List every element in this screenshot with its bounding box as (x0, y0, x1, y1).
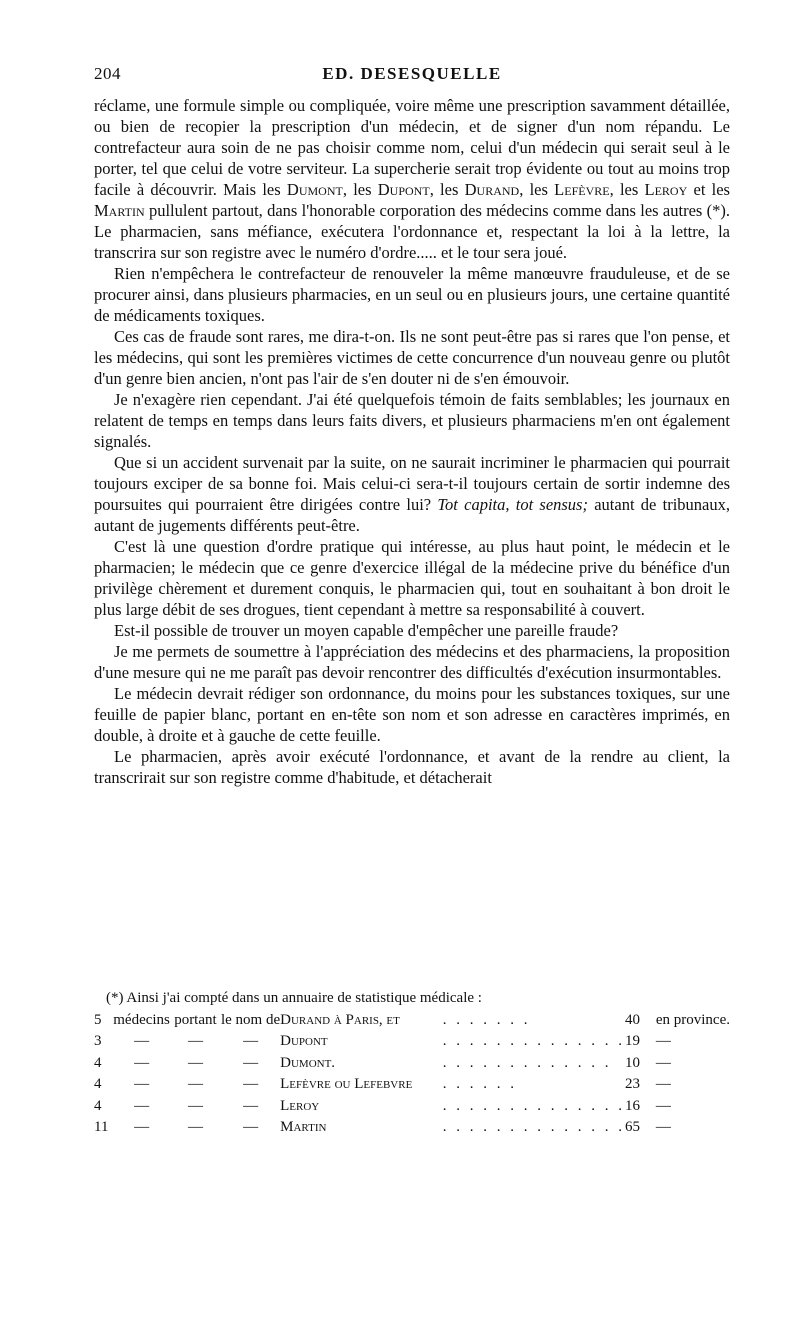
count-cell: 4 (94, 1097, 102, 1114)
count-cell: 4 (94, 1076, 102, 1092)
footnote (94, 988, 730, 1139)
province-count-cell: 23 (624, 1076, 640, 1092)
text-run: C'est là une question d'ordre pratique qui intéresse, au plus haut point, le médecin et le pharmacien; le médecin que ce genre d'exercice illégal de la médecine prive du bénéfice d'un privilège chèrement et durement conquis, le pharmacien qui, tout en souhaitant à bon droit le plus large débit de ses drogues, tient cependant à mettre sa responsabilité à couvert. (94, 537, 730, 619)
trailing-cell: en province. (655, 1011, 730, 1028)
page-header (94, 64, 730, 86)
dash-cell: — (134, 1054, 150, 1071)
footnote-row (94, 1096, 730, 1118)
text-run: Le pharmacien, après avoir exécuté l'ordonnance, et avant de la rendre au client, la transcrirait sur son registre comme d'habitude, et détacherait (94, 747, 730, 787)
running-title: ED. DESESQUELLE (322, 64, 502, 83)
dash-cell: — (187, 1054, 203, 1071)
trailing-cell: — (655, 1076, 671, 1092)
dash-cell: médecins (113, 1011, 170, 1028)
dash-cell: — (134, 1097, 150, 1114)
footnote-row (94, 1117, 730, 1139)
text-run: Je me permets de soumettre à l'appréciation des médecins et des pharmaciens, la proposition d'une mesure qui ne me paraît pas devoir rencontrer des difficultés d'exécution insurmontables. (94, 642, 730, 682)
footnote-row (94, 1031, 730, 1053)
body-paragraph (94, 389, 730, 452)
footnote-table (94, 1010, 730, 1139)
surname-small-caps: Leroy (644, 180, 688, 199)
leader-dots: . . . . . . . (442, 1011, 531, 1028)
surname-small-caps: Dupont (377, 180, 430, 199)
surname-cell: Martin (280, 1119, 327, 1135)
text-run: autant de tribunaux, autant de jugements différents peut-être. (94, 495, 730, 535)
surname-cell: Dupont (280, 1033, 328, 1049)
dash-cell: — (243, 1119, 259, 1135)
text-run: Que si un accident survenait par la suite, on ne saurait incriminer le pharmacien qui pourrait toujours exciper de sa bonne foi. Mais celui-ci sera-t-il toujours certain de sortir indemne des poursuites qui pourraient être dirigées contre lui? (94, 453, 730, 514)
surname-cell: Dumont. (280, 1054, 336, 1071)
text-run: Rien n'empêchera le contrefacteur de renouveler la même manœuvre frauduleuse, et de se procurer ainsi, dans plusieurs pharmacies, en un seul ou en plusieurs jours, une certaine quantité de médicaments toxiques. (94, 264, 730, 325)
text-run: , les (609, 180, 645, 199)
dash-cell: le nom de (220, 1011, 281, 1028)
count-cell: 5 (94, 1011, 102, 1028)
text-run: , les (342, 180, 378, 199)
dash-cell: — (243, 1097, 259, 1114)
dash-cell: — (243, 1054, 259, 1071)
footnote-row (94, 1010, 730, 1032)
surname-small-caps: Dumont (286, 180, 343, 199)
dash-cell: portant (174, 1011, 217, 1028)
text-run: pullulent partout, dans l'honorable corporation des médecins comme dans les autres (*). Le pharmacien, sans méfiance, exécutera l'ordonnance et, respectant la loi à la lettre, la transcrira sur son registre avec le numéro d'ordre..... et le tour sera joué. (94, 201, 730, 262)
body-paragraph (94, 95, 730, 263)
count-cell: 3 (94, 1033, 102, 1049)
text-run: , les (429, 180, 465, 199)
footnote-intro: (*) Ainsi j'ai compté dans un annuaire de statistique médicale : (106, 990, 482, 1006)
trailing-cell: — (655, 1054, 671, 1071)
leader-dots: . . . . . . (442, 1076, 517, 1092)
body-paragraph (94, 452, 730, 536)
body-paragraph (94, 326, 730, 389)
text-run: , les (519, 180, 555, 199)
body-paragraph (94, 536, 730, 620)
body-paragraph (94, 683, 730, 746)
dash-cell: — (243, 1033, 259, 1049)
province-count-cell: 16 (624, 1097, 640, 1114)
text-run: et les (687, 180, 730, 199)
surname-cell: Durand à Paris, et (280, 1011, 400, 1028)
body-paragraph (94, 263, 730, 326)
text-run: Je n'exagère rien cependant. J'ai été quelquefois témoin de faits semblables; les journaux en relatent de temps en temps dans leurs faits divers, et plusieurs pharmaciens m'en ont également signalés. (94, 390, 730, 451)
dash-cell: — (134, 1076, 150, 1092)
surname-small-caps: Martin (94, 201, 145, 220)
surname-small-caps: Lefèvre (554, 180, 610, 199)
leader-dots: . . . . . . . . . . . . . . (442, 1119, 625, 1135)
page-number: 204 (94, 64, 121, 83)
surname-small-caps: Durand (464, 180, 520, 199)
leader-dots: . . . . . . . . . . . . . . (442, 1097, 625, 1114)
dash-cell: — (243, 1076, 259, 1092)
body-paragraph (94, 620, 730, 641)
surname-cell: Leroy (280, 1097, 320, 1114)
dash-cell: — (187, 1097, 203, 1114)
province-count-cell: 19 (624, 1033, 640, 1049)
province-count-cell: 10 (624, 1054, 640, 1071)
dash-cell: — (134, 1119, 150, 1135)
count-cell: 4 (94, 1054, 102, 1071)
dash-cell: — (187, 1076, 203, 1092)
footnote-row (94, 1074, 730, 1096)
count-cell: 11 (94, 1119, 109, 1135)
italic-phrase: Tot capita, tot sensus; (437, 495, 588, 514)
dash-cell: — (134, 1033, 150, 1049)
dash-cell: — (187, 1119, 203, 1135)
text-run: réclame, une formule simple ou compliquée, voire même une prescription savamment détaillée, ou bien de recopier la prescription d'un médecin, et de signer d'un nom répandu. Le contrefacteur aura soin de ne pas choisir comme nom, celui d'un médecin qui serait seul à le porter, tel que celui de votre serviteur. La supercherie serait trop évidente ou tout au moins trop facile à découvrir. Mais les (94, 96, 730, 199)
footnote-row (94, 1053, 730, 1075)
text-run: Est-il possible de trouver un moyen capable d'empêcher une pareille fraude? (114, 621, 619, 640)
body-paragraph (94, 746, 730, 788)
body-text (94, 95, 730, 788)
province-count-cell: 40 (624, 1011, 640, 1028)
dash-cell: — (187, 1033, 203, 1049)
trailing-cell: — (655, 1033, 671, 1049)
trailing-cell: — (655, 1097, 671, 1114)
text-run: Ces cas de fraude sont rares, me dira-t-on. Ils ne sont peut-être pas si rares que l'on pense, et les médecins, qui sont les premières victimes de cette concurrence d'un nouveau genre ou plutôt d'un genre bien ancien, n'ont pas l'air de s'en douter ni de s'en émouvoir. (94, 327, 730, 388)
text-run: Le médecin devrait rédiger son ordonnance, du moins pour les substances toxiques, sur une feuille de papier blanc, portant en en-tête son nom et son adresse en caractères imprimés, en double, à droite et à gauche de cette feuille. (94, 684, 730, 745)
leader-dots: . . . . . . . . . . . . . (442, 1054, 612, 1071)
surname-cell: Lefèvre ou Lefebvre (280, 1076, 413, 1092)
province-count-cell: 65 (624, 1119, 640, 1135)
leader-dots: . . . . . . . . . . . . . . (442, 1033, 625, 1049)
body-paragraph (94, 641, 730, 683)
trailing-cell: — (655, 1119, 671, 1135)
